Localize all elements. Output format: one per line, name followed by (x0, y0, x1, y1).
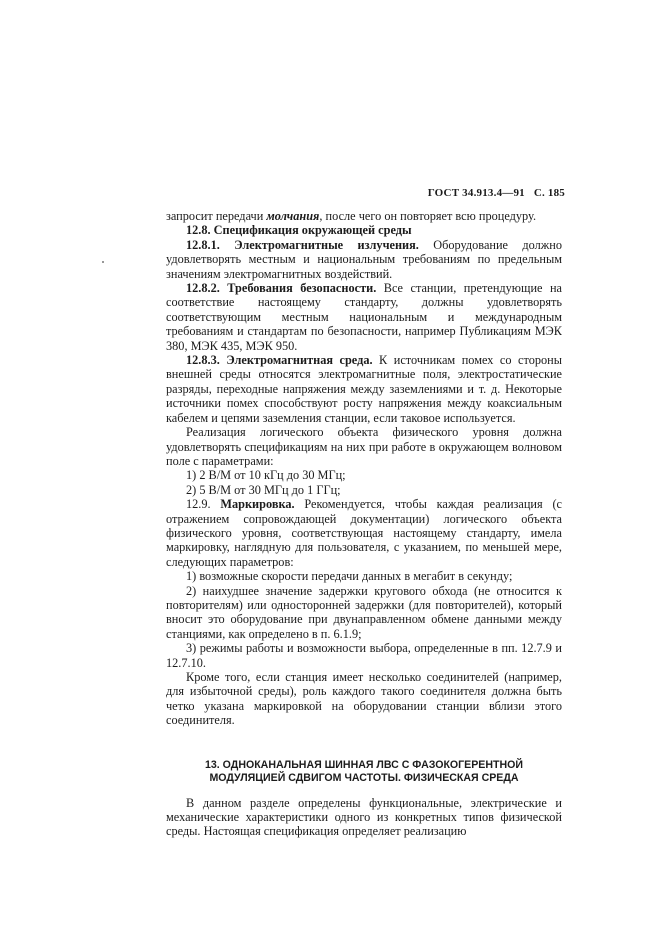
margin-speck (102, 261, 104, 263)
intro-paragraph (166, 209, 562, 223)
paragraph-12-8-1 (166, 238, 562, 281)
paragraph-12-8-3 (166, 353, 562, 425)
paragraph-12-8-2-text: Все станции, претендующие на соответствие настоящему стандарту, должны удовлетворять соответствующим местным национальным и международным требованиям и стандартам по безопасности, например Публикациям МЭК 380, МЭК 435, МЭК 950. (166, 281, 563, 353)
page-body (166, 209, 562, 839)
intro-text-end: , после чего он повторяет всю процедуру. (319, 209, 537, 223)
section-13-heading-line-2: МОДУЛЯЦИЕЙ СДВИГОМ ЧАСТОТЫ. ФИЗИЧЕСКАЯ СРЕДА (209, 772, 519, 785)
page-number: С. 185 (533, 187, 565, 199)
param-list-item: 1) возможные скорости передачи данных в мегабит в секунду; (186, 569, 513, 584)
section-13-paragraph: В данном разделе определены функциональные, электрические и механические характеристики одного из конкретных типов физической среды. Настоящая спецификация определяет реализацию (166, 795, 562, 839)
standard-number: ГОСТ 34.913.4—91 (427, 187, 525, 199)
section-12-8-heading: 12.8. Спецификация окружающей среды (186, 223, 412, 238)
paragraph-12-8-1-text: Оборудование должно удовлетворять местным и национальным требованиям по предельным значениям электромагнитных воздействий. (166, 237, 562, 281)
field-list-item: 1) 2 В/М от 10 кГц до 30 МГц; (186, 468, 346, 483)
section-13-heading (166, 759, 562, 786)
paragraph-12-9 (166, 497, 562, 569)
paragraph-12-8-2-lead: 12.8.2. Требования безопасности. (186, 281, 377, 296)
section-13-heading-line-1: 13. ОДНОКАНАЛЬНАЯ ШИННАЯ ЛВС С ФАЗОКОГЕРЕНТНОЙ (205, 758, 523, 771)
paragraph-12-9-number: 12.9. (186, 497, 221, 512)
param-list-item: 2) наихудшее значение задержки кругового обхода (не относится к повторителям) или односторонней задержки (для повторителей), который вносит это оборудование при двунаправленном обмене данными между станциями, как определено в п. 6.1.9; (166, 583, 562, 641)
paragraph-12-8-3-text: К источникам помех со стороны внешней среды относятся электромагнитные поля, электростатические разряды, переходные напряжения между заземлениями и т. д. Некоторые источники помех способствуют росту напряжения между коаксиальным кабелем и цепями заземления станции, если таковое используется. (166, 353, 563, 425)
paragraph-12-8-1-lead: 12.8.1. Электромагнитные излучения. (186, 237, 419, 252)
param-list-item: 3) режимы работы и возможности выбора, определенные в пп. 12.7.9 и 12.7.10. (166, 641, 562, 670)
paragraph-12-8-2 (166, 281, 562, 353)
paragraph-12-9-text: Рекомендуется, чтобы каждая реализация (с отражением сопровождающей документации) логического объекта физического уровня, соответствующая настоящему стандарту, имела маркировку, наглядную для пользователя, с указанием, по меньшей мере, следующих параметров: (166, 497, 563, 569)
paragraph-12-9-lead: Маркировка. (220, 497, 295, 512)
page-header (422, 187, 565, 199)
connectors-paragraph: Кроме того, если станция имеет несколько соединителей (например, для избыточной среды), роль каждого такого соединителя должна быть четко указана маркировкой на оборудовании станции вблизи этого соединителя. (166, 670, 562, 728)
intro-text: запросит передачи (166, 209, 267, 223)
paragraph-12-8-3-lead: 12.8.3. Электромагнитная среда. (186, 353, 373, 368)
intro-italic-term: молчания (266, 209, 320, 223)
field-list-item: 2) 5 В/М от 30 МГц до 1 ГГц; (186, 482, 341, 497)
realization-paragraph: Реализация логического объекта физического уровня должна удовлетворять спецификациям на них при работе в окружающем волновом поле с параметрами: (166, 425, 562, 468)
